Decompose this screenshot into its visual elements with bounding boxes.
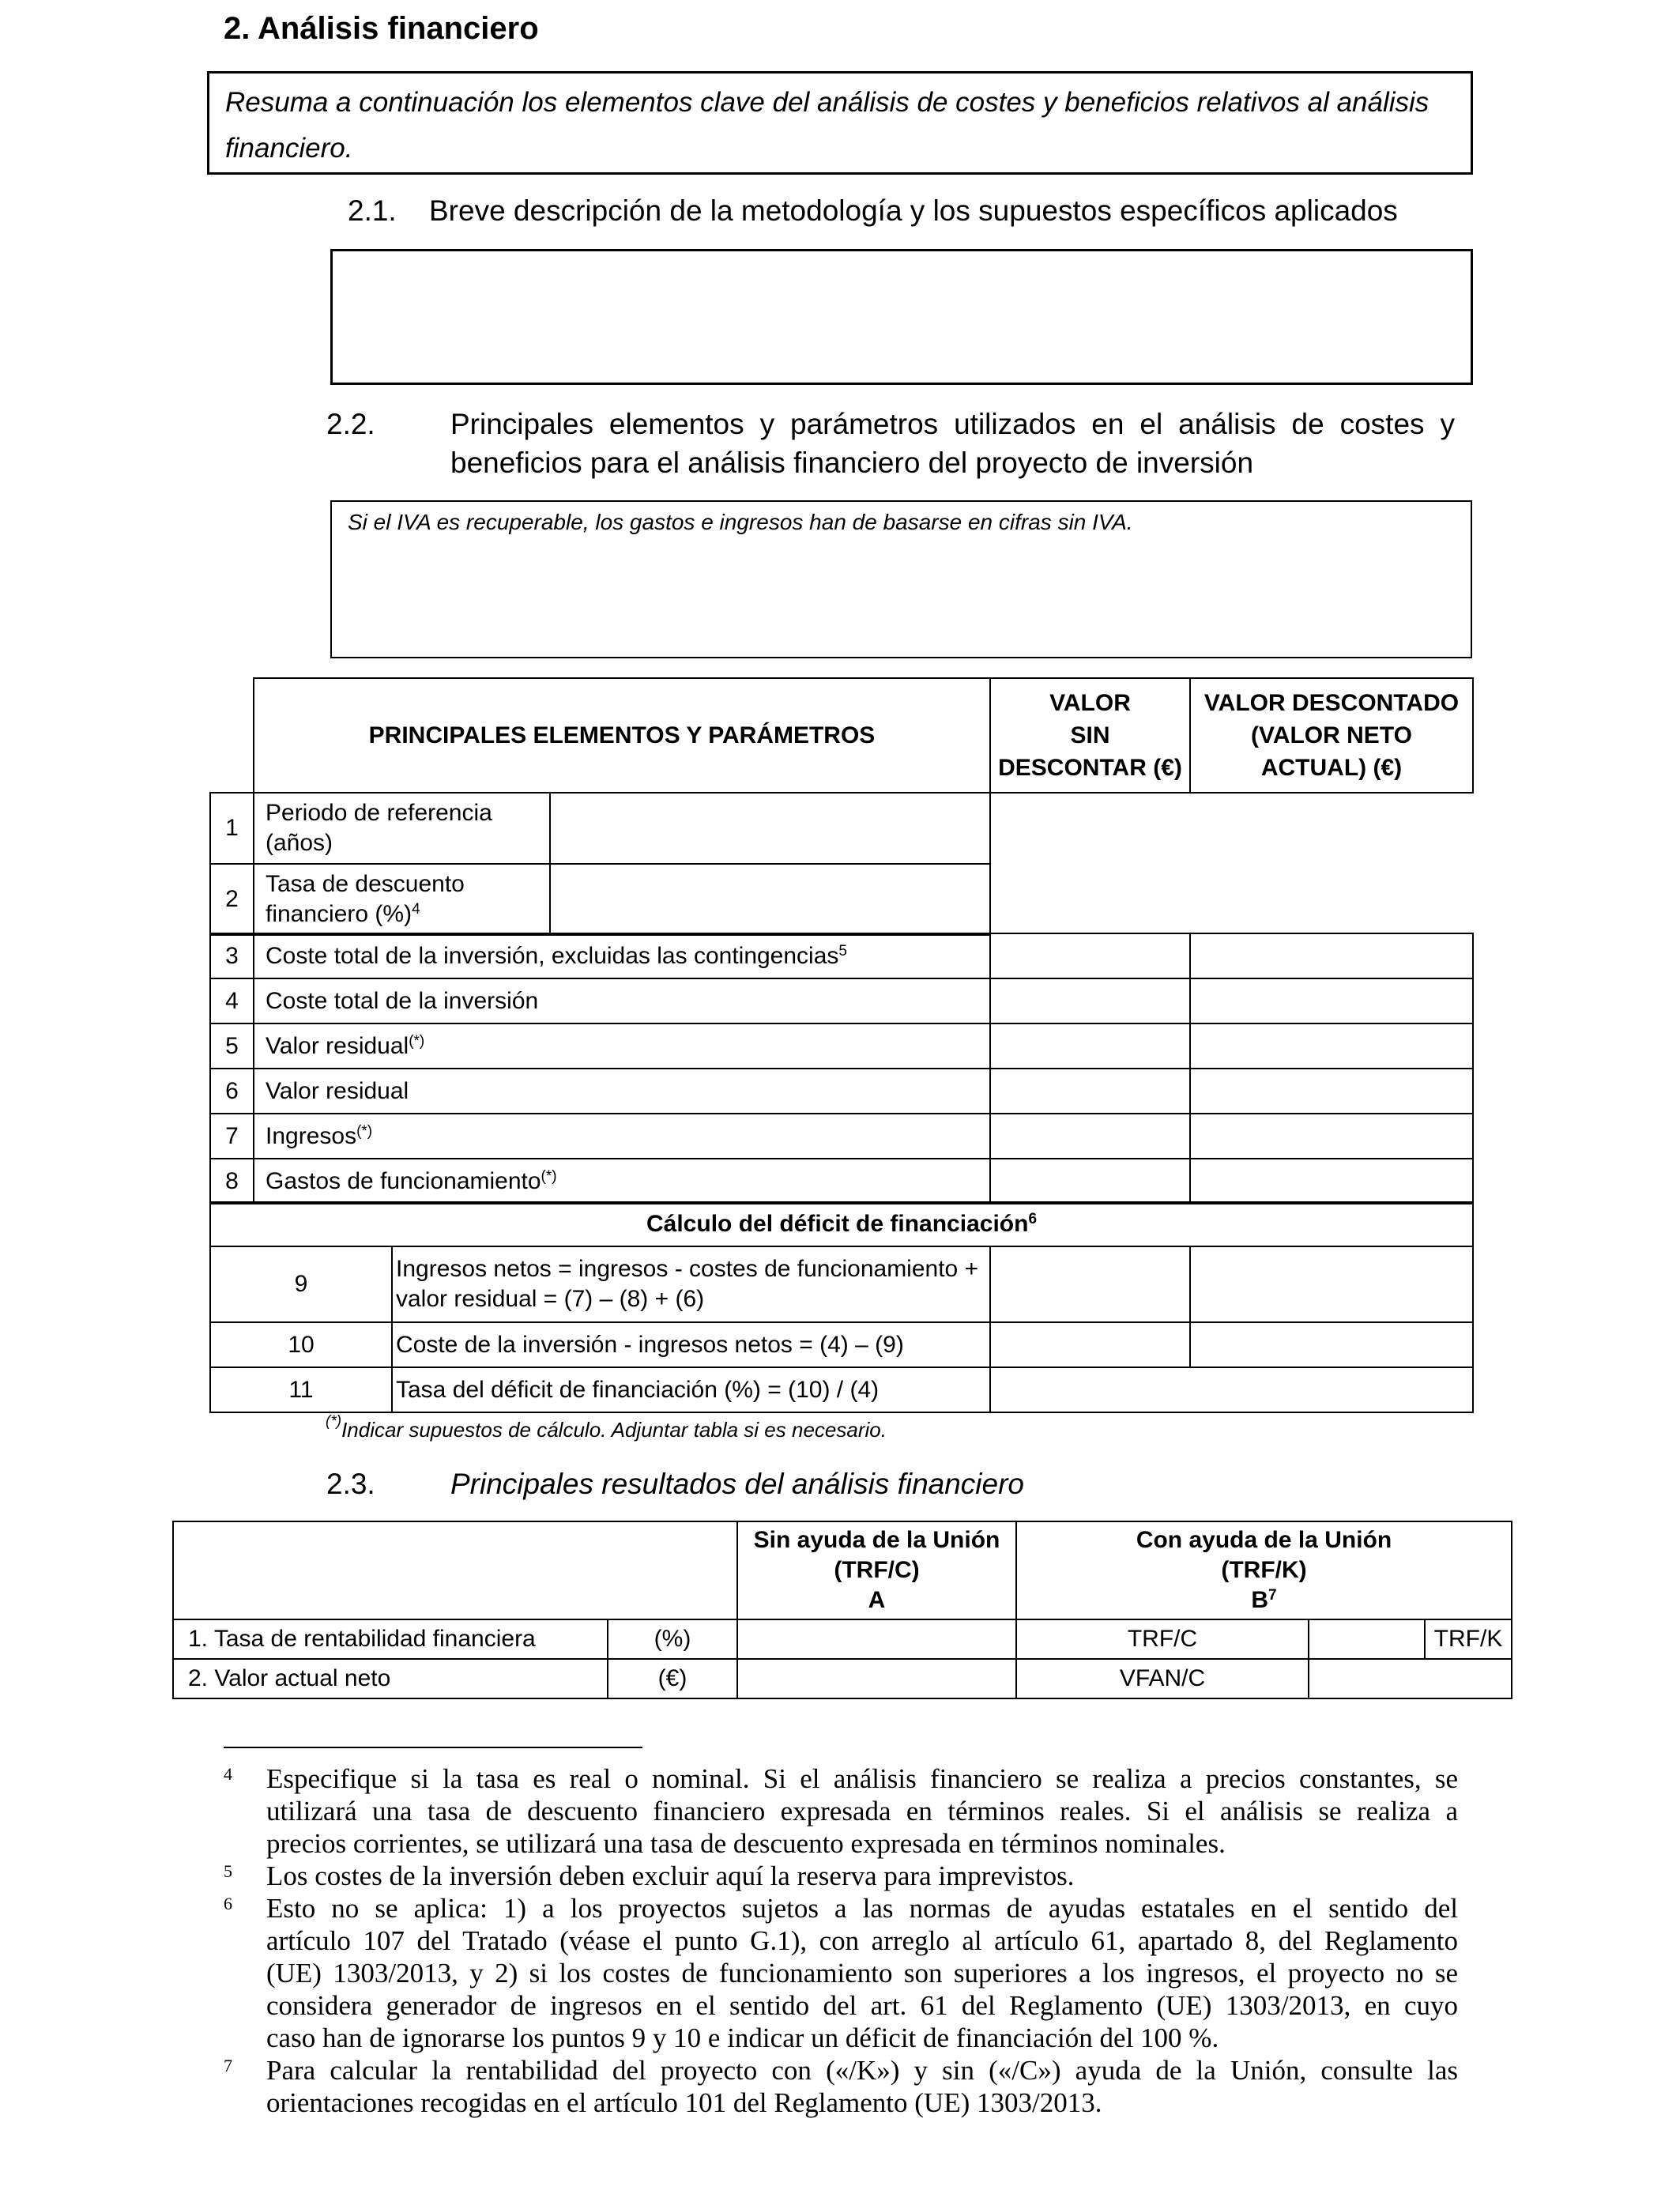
footnote-7: Para calcular la rentabilidad del proyecto con («/K») y sin («/C») ayuda de la Unión, consulte las orientaciones recogidas en el artículo 101 del Reglamento (UE) 1303/2013. bbox=[266, 2055, 1458, 2118]
row-number: 7 bbox=[210, 1114, 254, 1159]
footnote-separator bbox=[224, 1747, 642, 1748]
subsection-2-2-title-line1: Principales elementos y parámetros utilizados en el análisis de costes y bbox=[450, 408, 1455, 440]
iva-note-box[interactable] bbox=[330, 500, 1472, 658]
table-row bbox=[210, 1069, 1473, 1114]
row-label: Ingresos netos = ingresos - costes de funcionamiento + valor residual = (7) – (8) + (6) bbox=[392, 1246, 990, 1322]
deficit-header: Cálculo del déficit de financiación$^6$ bbox=[210, 1202, 1473, 1246]
undiscounted-value-cell[interactable] bbox=[990, 1322, 1190, 1367]
discounted-value-cell[interactable] bbox=[1190, 933, 1473, 978]
results-header-without-aid: Sin ayuda de la Unión (TRF/C) A bbox=[737, 1521, 1016, 1619]
row-label: Tasa de descuento financiero (%)$^4$ bbox=[254, 864, 550, 935]
deficit-table bbox=[209, 1201, 1474, 1413]
footnote-number: 5 bbox=[224, 1861, 232, 1881]
row-label: Gastos de funcionamiento(*) bbox=[254, 1159, 990, 1204]
footnote-number: 4 bbox=[224, 1764, 232, 1784]
section-title: 2. Análisis financiero bbox=[224, 11, 539, 46]
subsection-2-1-number: 2.1. bbox=[348, 194, 397, 227]
params-header-main: PRINCIPALES ELEMENTOS Y PARÁMETROS bbox=[254, 678, 990, 793]
footnote-5: Los costes de la inversión deben excluir aquí la reserva para imprevistos. bbox=[266, 1860, 1075, 1891]
row-number: 9 bbox=[210, 1246, 392, 1322]
result-without-aid-cell[interactable] bbox=[737, 1619, 1016, 1659]
row-label: Coste total de la inversión bbox=[254, 978, 990, 1023]
discounted-value-cell[interactable] bbox=[1190, 1023, 1473, 1069]
subsection-2-3-title: Principales resultados del análisis financiero bbox=[450, 1468, 1024, 1500]
undiscounted-value-cell[interactable] bbox=[990, 933, 1190, 978]
intro-box bbox=[207, 71, 1473, 175]
footnote-number: 6 bbox=[224, 1894, 232, 1913]
row-label: Coste total de la inversión, excluidas las contingencias$^5$ bbox=[254, 933, 990, 978]
undiscounted-value-cell[interactable] bbox=[990, 1246, 1190, 1322]
discount-rate-input[interactable] bbox=[550, 864, 990, 935]
row-label: Tasa del déficit de financiación (%) = (10) / (4) bbox=[392, 1367, 990, 1412]
table-row bbox=[210, 1246, 1473, 1322]
discounted-value-cell[interactable] bbox=[1190, 1246, 1473, 1322]
results-table bbox=[172, 1521, 1512, 1699]
result-with-aid-cell[interactable] bbox=[1309, 1619, 1425, 1659]
undiscounted-value-cell[interactable] bbox=[990, 1069, 1190, 1114]
undiscounted-value-cell[interactable] bbox=[990, 1159, 1190, 1204]
methodology-input-box[interactable] bbox=[330, 249, 1473, 385]
deficit-rate-cell[interactable] bbox=[990, 1367, 1473, 1412]
footnote-4: Especifique si la tasa es real o nominal. Si el análisis financiero se realiza a precios constantes, se utilizará una tasa de descuento financiero expresada en términos reales. Si el análisis se realiza a precios corrientes, se utilizará una tasa de descuento expresada en términos nominales. bbox=[266, 1763, 1458, 1859]
row-label: Valor residual(*) bbox=[254, 1023, 990, 1069]
params-header-table bbox=[253, 677, 1474, 794]
reference-period-input[interactable] bbox=[550, 793, 990, 864]
row-label: Periodo de referencia (años) bbox=[254, 793, 550, 864]
undiscounted-value-cell[interactable] bbox=[990, 1023, 1190, 1069]
discounted-value-cell[interactable] bbox=[1190, 1114, 1473, 1159]
row-number: 2 bbox=[210, 864, 254, 935]
result-label: 1. Tasa de rentabilidad financiera bbox=[173, 1619, 608, 1659]
row-number: 4 bbox=[210, 978, 254, 1023]
row-number: 8 bbox=[210, 1159, 254, 1204]
table-row bbox=[210, 864, 990, 935]
table-row bbox=[210, 1367, 1473, 1412]
discounted-value-cell[interactable] bbox=[1190, 978, 1473, 1023]
table-row bbox=[210, 1023, 1473, 1069]
row-label: Coste de la inversión - ingresos netos = (4) – (9) bbox=[392, 1322, 990, 1367]
table-row bbox=[210, 978, 1473, 1023]
row-number: 11 bbox=[210, 1367, 392, 1412]
table-row bbox=[210, 1114, 1473, 1159]
result-label: 2. Valor actual neto bbox=[173, 1659, 608, 1698]
intro-text: Resuma a continuación los elementos clave del análisis de costes y beneficios relativos al análisis financiero. bbox=[225, 87, 1430, 164]
table-row bbox=[210, 933, 1473, 978]
footnote-6: Esto no se aplica: 1) a los proyectos sujetos a las normas de ayudas estatales en el sentido del artículo 107 del Tratado (véase el punto G.1), con arreglo al artículo 61, apartado 8, del Reglamento (UE) 1303/2013, y 2) si los costes de funcionamiento son superiores a los ingresos, el proyecto no se considera generador de ingresos en el sentido del art. 61 del Reglamento (UE) 1303/2013, en cuyo caso han de ignorarse los puntos 9 y 10 e indicar un déficit de financiación del 100 %. bbox=[266, 1893, 1458, 2053]
row-number: 6 bbox=[210, 1069, 254, 1114]
params-rows-1-2 bbox=[209, 792, 991, 936]
discounted-value-cell[interactable] bbox=[1190, 1322, 1473, 1367]
table-row bbox=[210, 1322, 1473, 1367]
subsection-2-2-title-line2: beneficios para el análisis financiero del proyecto de inversión bbox=[450, 447, 1254, 479]
result-unit: (%) bbox=[608, 1619, 737, 1659]
results-header-with-aid: Con ayuda de la Unión (TRF/K) $B^7$ bbox=[1016, 1521, 1512, 1619]
table-row bbox=[173, 1659, 1512, 1698]
discounted-value-cell[interactable] bbox=[1190, 1159, 1473, 1204]
params-header-discounted: VALOR DESCONTADO (VALOR NETO ACTUAL) (€) bbox=[1190, 678, 1473, 793]
result-trf-c-label: TRF/C bbox=[1016, 1619, 1309, 1659]
row-number: 10 bbox=[210, 1322, 392, 1367]
subsection-2-2-number: 2.2. bbox=[326, 408, 375, 440]
row-label: Valor residual bbox=[254, 1069, 990, 1114]
table-row bbox=[210, 793, 990, 864]
table-row bbox=[210, 1159, 1473, 1204]
params-header-undiscounted: VALOR SIN DESCONTAR (€) bbox=[990, 678, 1190, 793]
row-number: 3 bbox=[210, 933, 254, 978]
result-without-aid-cell[interactable] bbox=[737, 1659, 1016, 1698]
row-number: 1 bbox=[210, 793, 254, 864]
result-vfan-c-label: VFAN/C bbox=[1016, 1659, 1309, 1698]
undiscounted-value-cell[interactable] bbox=[990, 1114, 1190, 1159]
undiscounted-value-cell[interactable] bbox=[990, 978, 1190, 1023]
result-unit: (€) bbox=[608, 1659, 737, 1698]
discounted-value-cell[interactable] bbox=[1190, 1069, 1473, 1114]
row-label: Ingresos(*) bbox=[254, 1114, 990, 1159]
table-row bbox=[173, 1619, 1512, 1659]
subsection-2-1-title: Breve descripción de la metodología y los supuestos específicos aplicados bbox=[429, 194, 1398, 227]
params-rows-3-8 bbox=[209, 933, 1474, 1204]
results-header-blank bbox=[173, 1521, 737, 1619]
row-number: 5 bbox=[210, 1023, 254, 1069]
params-footnote: (*)Indicar supuestos de cálculo. Adjuntar tabla si es necesario. bbox=[326, 1413, 887, 1442]
subsection-2-3-number: 2.3. bbox=[326, 1468, 375, 1500]
iva-note-text: Si el IVA es recuperable, los gastos e ingresos han de basarse en cifras sin IVA. bbox=[348, 510, 1133, 534]
result-with-aid-cell[interactable] bbox=[1309, 1659, 1512, 1698]
footnote-number: 7 bbox=[224, 2056, 232, 2075]
result-trf-k-label: TRF/K bbox=[1425, 1619, 1512, 1659]
